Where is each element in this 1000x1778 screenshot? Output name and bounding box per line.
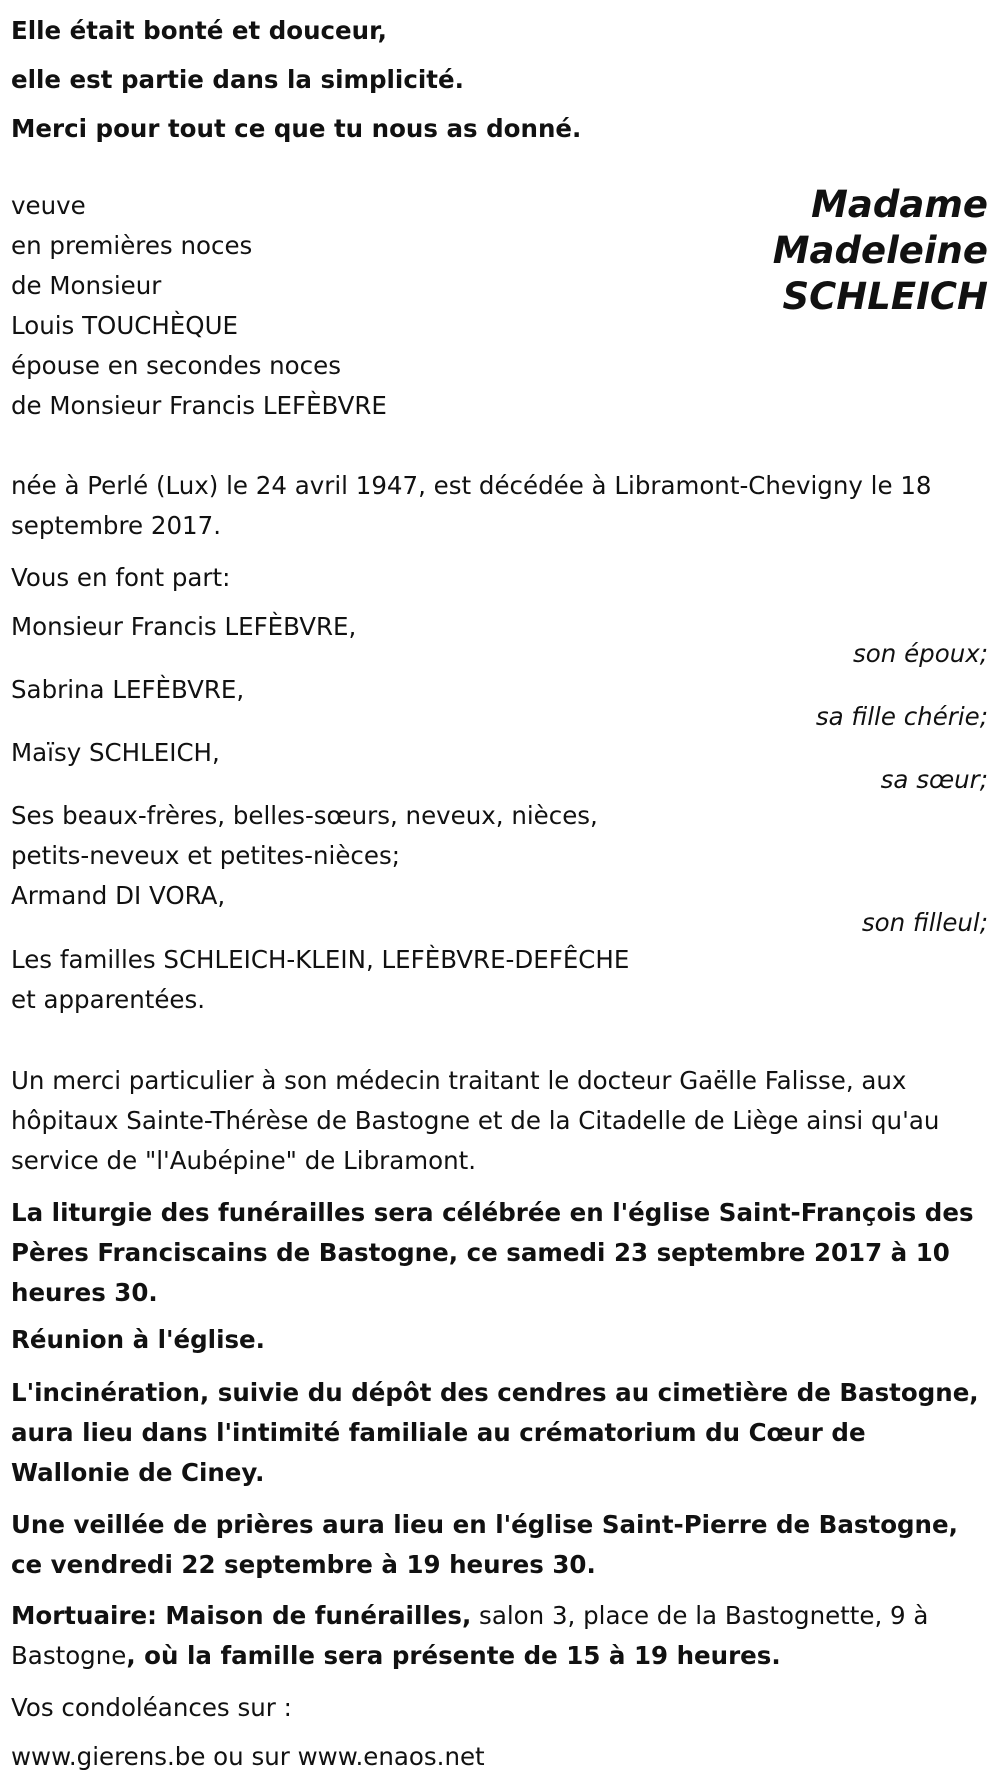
vigil-text: Une veillée de prières aura lieu en l'église Saint-Pierre de Bastogne, ce vendredi 22 septembre à 19 heures 30. bbox=[11, 1510, 958, 1579]
intro-line: Merci pour tout ce que tu nous as donné. bbox=[11, 114, 582, 143]
cremation-text: L'incinération, suivie du dépôt des cendres au cimetière de Bastogne, aura lieu dans l'intimité familiale au crématorium du Cœur de Wallonie de Ciney. bbox=[11, 1378, 979, 1487]
mortuary-address: salon 3, place de la Bastognette, 9 à Bastogne bbox=[11, 1601, 929, 1670]
marital-line: épouse en secondes noces bbox=[11, 351, 341, 380]
intro-verse bbox=[11, 6, 581, 153]
intro-line: Elle était bonté et douceur, bbox=[11, 16, 387, 45]
deceased-last-name: SCHLEICH bbox=[782, 275, 988, 318]
families-line: et apparentées. bbox=[11, 985, 206, 1014]
family-member-relation: sa fille chérie; bbox=[815, 702, 988, 731]
condolences-label: Vos condoléances sur : bbox=[11, 1693, 292, 1722]
family-member-name: Monsieur Francis LEFÈBVRE, bbox=[11, 612, 357, 641]
thanks-text: Un merci particulier à son médecin traitant le docteur Gaëlle Falisse, aux hôpitaux Sainte-Thérèse de Bastogne et de la Citadelle de Liège ainsi qu'au service de "l'Aubépine" de Libramont. bbox=[11, 1066, 940, 1175]
announcement-text: Vous en font part: bbox=[11, 563, 231, 592]
deceased-name bbox=[773, 182, 988, 320]
intro-line: elle est partie dans la simplicité. bbox=[11, 65, 464, 94]
marital-status bbox=[11, 186, 387, 426]
mortuary-text bbox=[11, 1596, 991, 1676]
relatives-line: Armand DI VORA, bbox=[11, 881, 226, 910]
marital-line: Louis TOUCHÈQUE bbox=[11, 311, 238, 340]
deceased-first-name: Madeleine bbox=[772, 229, 988, 272]
mortuary-presence: , où la famille sera présente de 15 à 19 heures. bbox=[126, 1641, 781, 1670]
family-member-relation: son époux; bbox=[853, 639, 988, 668]
marital-line: de Monsieur bbox=[11, 271, 162, 300]
family-member-relation: sa sœur; bbox=[880, 765, 988, 794]
deceased-title: Madame bbox=[811, 183, 988, 226]
relatives-line: Ses beaux-frères, belles-sœurs, neveux, nièces, bbox=[11, 801, 598, 830]
family-member-name: Sabrina LEFÈBVRE, bbox=[11, 675, 245, 704]
marital-line: de Monsieur Francis LEFÈBVRE bbox=[11, 391, 387, 420]
birth-death-text: née à Perlé (Lux) le 24 avril 1947, est décédée à Libramont-Chevigny le 18 septembre 2017. bbox=[11, 471, 932, 540]
marital-line: en premières noces bbox=[11, 231, 253, 260]
family-member-name: Maïsy SCHLEICH, bbox=[11, 738, 220, 767]
relatives-relation: son filleul; bbox=[861, 908, 988, 937]
reunion-text: Réunion à l'église. bbox=[11, 1325, 265, 1354]
marital-line: veuve bbox=[11, 191, 86, 220]
families-line: Les familles SCHLEICH-KLEIN, LEFÈBVRE-DEFÊCHE bbox=[11, 945, 630, 974]
relatives-line: petits-neveux et petites-nièces; bbox=[11, 841, 400, 870]
liturgy-text: La liturgie des funérailles sera célébrée en l'église Saint-François des Pères Franciscains de Bastogne, ce samedi 23 septembre 2017 à 10 heures 30. bbox=[11, 1198, 974, 1307]
mortuary-label: Mortuaire: Maison de funérailles, bbox=[11, 1601, 472, 1630]
condolences-sites: www.gierens.be ou sur www.enaos.net bbox=[11, 1742, 485, 1771]
